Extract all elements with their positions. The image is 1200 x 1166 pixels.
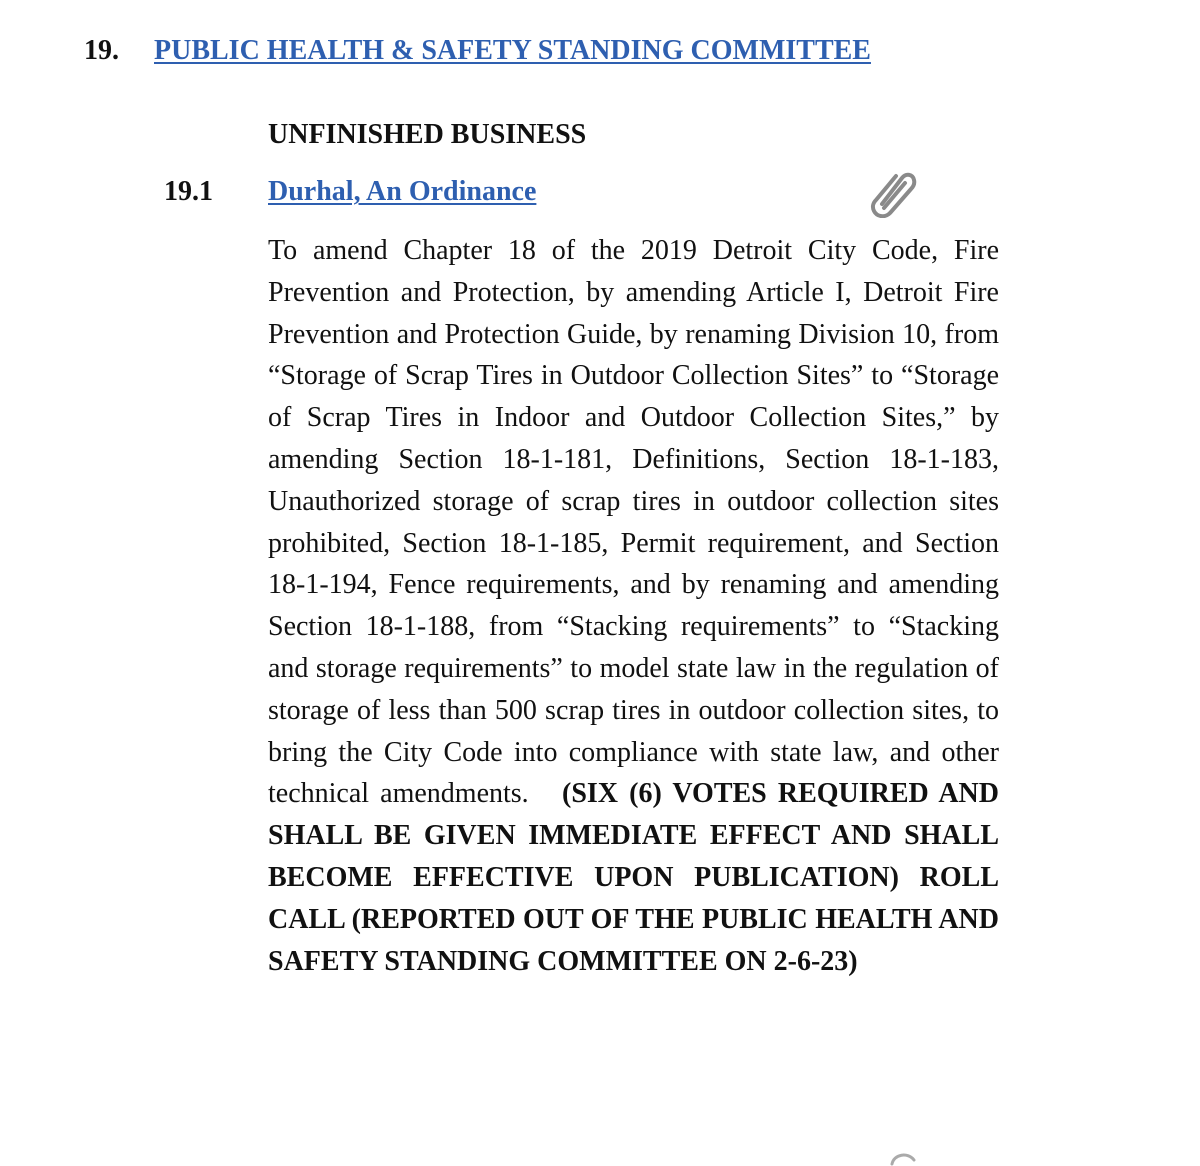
description-text: To amend Chapter 18 of the 2019 Detroit City Code, Fire Prevention and Protection, by amending Article I, Detroit Fire Prevention and Protection Guide, by renaming Division 10, from “Storage of Scrap Tires in Outdoor Collection Sites” to “Storage of Scrap Tires in Indoor and Outdoor Collection Sites,” by amending Section 18-1-181, Definitions, Section 18-1-183, Unauthorized storage of scrap tires in outdoor collection sites prohibited, Section 18-1-185, Permit requirement, and Section 18-1-194, Fence requirements, and by renaming and amending Section 18-1-188, from “Stacking requirements” to “Stacking and storage requirements” to model state law in the regulation of storage of less than 500 scrap tires in outdoor collection sites, to bring the City Code into compliance with state law, and other technical amendments. (268, 235, 999, 810)
section-title-link[interactable]: PUBLIC HEALTH & SAFETY STANDING COMMITTEE (154, 35, 871, 66)
ordinance-description (268, 230, 999, 982)
subheading: UNFINISHED BUSINESS (268, 119, 587, 150)
item-title-link[interactable]: Durhal, An Ordinance (268, 176, 537, 207)
section-number: 19. (84, 35, 119, 66)
paperclip-icon[interactable] (868, 166, 918, 218)
voting-note: (SIX (6) VOTES REQUIRED AND SHALL BE GIVEN IMMEDIATE EFFECT AND SHALL BECOME EFFECTIVE UPON PUBLICATION) ROLL CALL (REPORTED OUT OF THE PUBLIC HEALTH AND SAFETY STANDING COMMITTEE ON 2-6-23) (268, 778, 999, 977)
item-number: 19.1 (164, 176, 213, 207)
paperclip-icon-partial (888, 1146, 918, 1166)
